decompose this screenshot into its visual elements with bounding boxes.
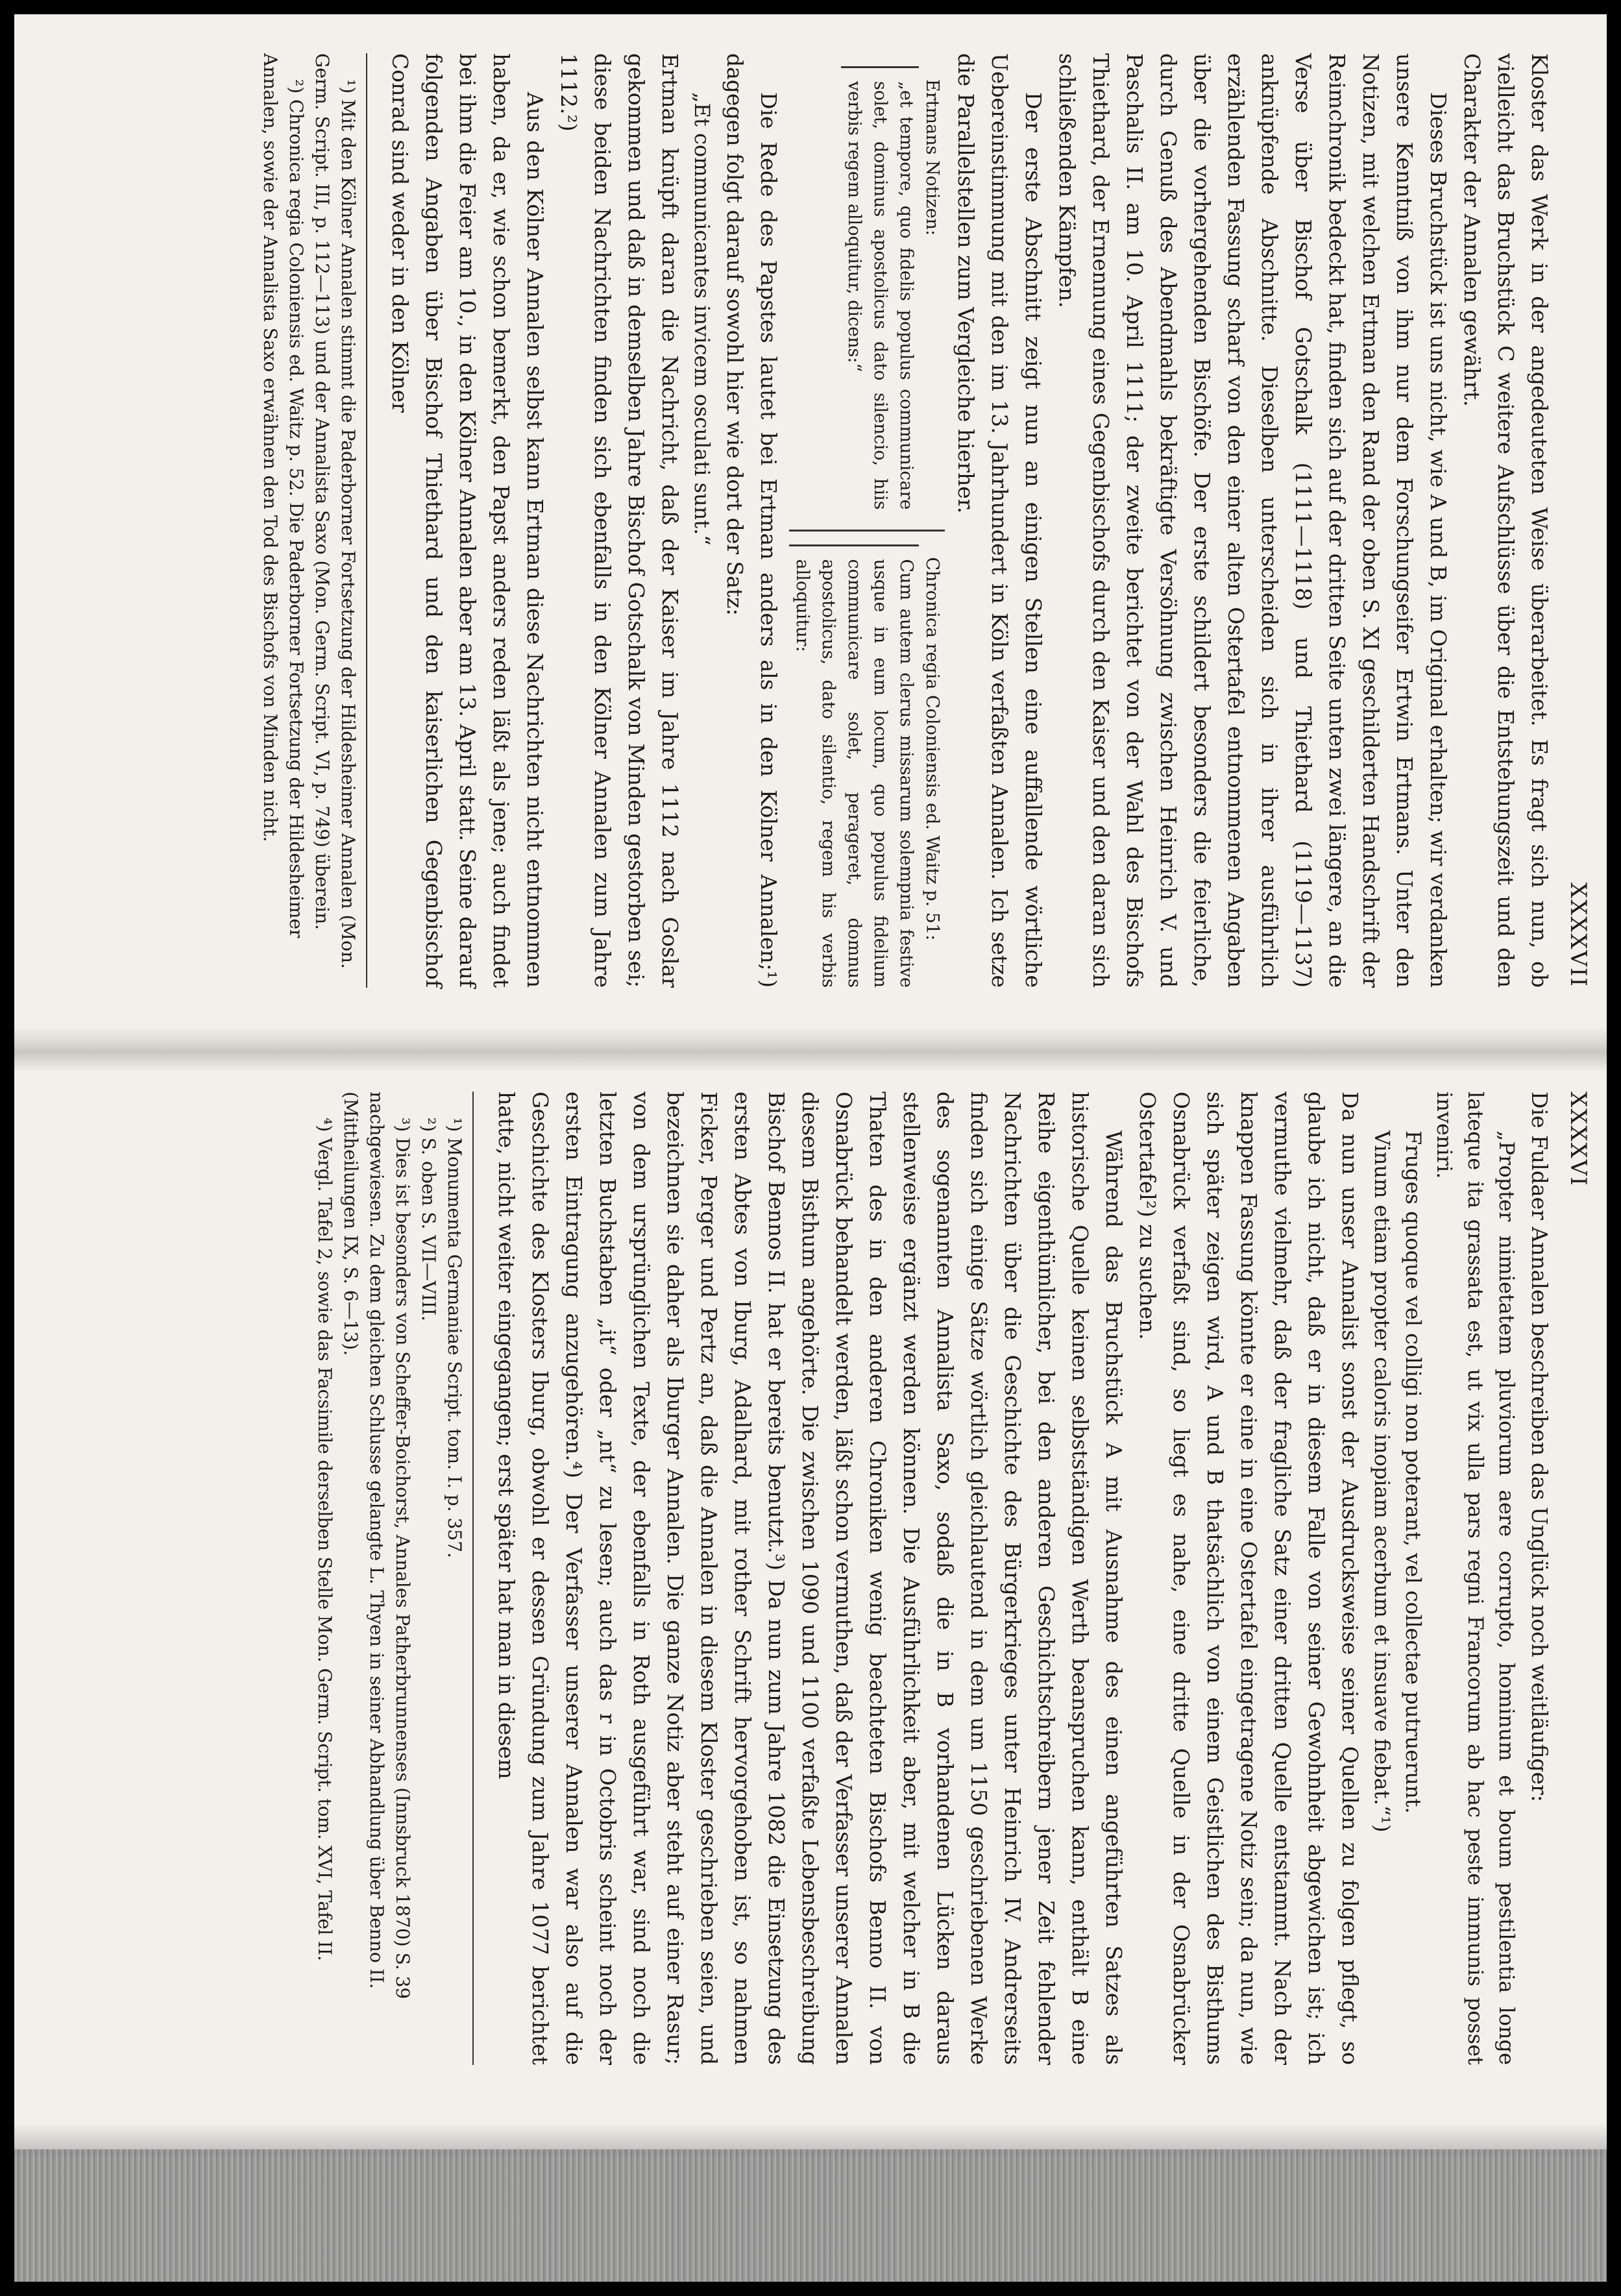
paragraph: Da nun unser Annalist sonst der Ausdrucksweise seiner Quellen zu folgen pflegt, so glaube ich nicht, daß er in diesem Falle von seiner Gewohnheit abgewichen ist; ich vermuthe vielmehr, daß der fragliche Satz einer dritten Quelle entstammt. Nach der knappen Fassung könnte er eine in eine Ostertafel eingetragene Notiz sein; da nun, wie sich später zeigen wird, A und B thatsächlich von einem Geistlichen des Bisthums Osnabrück verfaßt sind, so liegt es nahe, eine dritte Quelle in der Osnabrücker Ostertafel²) zu suchen.	[1135, 1092, 1363, 2065]
footnote: ¹) Monumenta Germaniae Script. tom. I. p. 357.	[444, 1117, 465, 1558]
paragraph: Dieses Bruchstück ist uns nicht, wie A und B, im Original erhalten; wir verdanken unsere Kenntniß von ihm nur dem Forschungseifer Ertwin Ertmans. Unter den Notizen, mit welchen Ertman den Rand der oben S. XI geschilderten Handschrift der Reimchronik bedeckt hat, finden sich auf der dritten Seite unten zwei längere, an die Verse über Bischof Gotschalk (1111—1118) und Thiethard (1119—1137) anknüpfende Abschnitte. Dieselben unterscheiden sich in ihrer ausführlich erzählenden Fassung scharf von den einer alten Ostertafel entnommenen Angaben über die vorhergehenden Bischöfe. Der erste schildert besonders die feierliche, durch Genuß des Abendmahls bekräftigte Versöhnung zwischen Heinrich V. und Paschalis II. am 10. April 1111; der zweite berichtet von der Wahl des Bischofs Thiethard, der Ernennung eines Gegenbischofs durch den Kaiser und den daran sich schließenden Kämpfen.	[1054, 53, 1451, 988]
footnote: ³) Dies ist besonders von Scheffer-Boichorst, Annales Patherbrunnenses (Innsbruck 1870) S. 39 nachgewiesen. Zu dem gleichen Schlusse gelangte L. Thyen in seiner Abhandlung über Benno II. (Mittheilungen IX, S. 6—13).	[340, 1092, 413, 1999]
right-footnotes	[257, 53, 367, 988]
left-page	[34, 1079, 1591, 2091]
verse-line: Fruges quoque vel colligi non poterant, vel collectae putruerunt.	[1401, 1130, 1426, 1814]
footnote: ²) Chronica regia Coloniensis ed. Waitz p. 52. Die Paderborner Fortsetzung der Hildesheimer Annalen, sowie der Annalista Saxo erwähnen den Tod des Bischofs von Minden nicht.	[260, 53, 307, 938]
footnote: ²) S. oben S. VII—VIII.	[418, 1117, 439, 1321]
paragraph: Die Rede des Papstes lautet bei Ertman anders als in den Kölner Annalen;¹) dagegen folgt darauf sowohl hier wie dort der Satz:	[722, 53, 781, 988]
left-page-header	[1565, 1092, 1591, 2065]
left-footnotes	[311, 1092, 474, 2065]
paragraph: Während das Bruchstück A mit Ausnahme des einen angeführten Satzes als historische Quelle keinen selbstständigen Werth beanspruchen kann, enthält B eine Reihe eigenthümlicher, bei den anderen Geschichtschreibern jener Zeit fehlender Nachrichten über die Geschichte des Bürgerkrieges unter Heinrich IV. Andrerseits finden sich einige Sätze wörtlich gleichlautend in dem um 1150 geschriebenen Werke des sogenannten Annalista Saxo, sodaß die in B vorhandenen Lücken daraus stellenweise ergänzt werden können. Die Ausführlichkeit aber, mit welcher in B die Thaten des in den anderen Chroniken wenig beachteten Bischofs Benno II. von Osnabrück behandelt werden, läßt schon vermuthen, daß der Verfasser unserer Annalen diesem Bisthum angehörte. Die zwischen 1090 und 1100 verfaßte Lebensbeschreibung Bischof Bennos II. hat er bereits benutzt.³) Da nun zum Jahre 1082 die Einsetzung des ersten Abtes von Iburg, Adalhard, mit rother Schrift hervorgehoben ist, so nahmen Ficker, Perger und Pertz an, daß die Annalen in diesem Kloster geschrieben seien, und bezeichnen sie daher als Iburger Annalen. Die ganze Notiz aber steht auf einer Rasur; von dem ursprünglichen Texte, der ebenfalls in Roth ausgeführt war, sind noch die letzten Buchstaben „it“ oder „nt“ zu lesen; auch das r in Octobris scheint noch der ersten Eintragung anzugehören.⁴) Der Verfasser unserer Annalen war also auf die Geschichte des Klosters Iburg, obwohl er dessen Gründung zum Jahre 1077 berichtet hatte, nicht weiter eingegangen; erst später hat man in diesem	[494, 1092, 1127, 2065]
parallel-passages	[789, 53, 945, 988]
parallel-left	[789, 53, 945, 510]
paragraph: Kloster das Werk in der angedeuteten Weise überarbeitet. Es fragt sich nun, ob vielleicht das Bruchstück C weitere Aufschlüsse über die Entstehungszeit und den Charakter der Annalen gewährt.	[1459, 53, 1552, 988]
right-page-text	[383, 53, 1556, 988]
parallel-left-head: Ertmans Notizen:	[922, 79, 942, 236]
paragraph: Der erste Abschnitt zeigt nun an einigen Stellen eine auffallende wörtliche Uebereinstimmung mit den im 13. Jahrhundert in Köln verfaßten Annalen. Ich setze die Parallelstellen zum Vergleiche hierher.	[953, 53, 1046, 988]
left-intro: Die Fuldaer Annalen beschreiben das Unglück noch weitläufiger:	[1527, 1092, 1552, 1802]
footnote: ⁴) Vergl. Tafel 2, sowie das Facsimile derselben Stelle Mon. Germ. Script. tom. XVI, Tafel II.	[314, 1117, 335, 1961]
verse-line: „Propter nimietatem pluviorum aere corrupto, hominum et boum pestilentia longe lateque ita grassata est, ut vix ulla pars regni Francorum ab hac peste immunis posset inveniri.	[1432, 1092, 1519, 2065]
parallel-right-head: Chronica regia Coloniensis ed. Waitz p. 51:	[922, 557, 942, 941]
footnote: ¹) Mit den Kölner Annalen stimmt die Paderborner Fortsetzung der Hildesheimer Annalen (Mon. Germ. Script. III, p. 112—113) und der Annalista Saxo (Mon. Germ. Script. VI, p. 749) überein.	[311, 53, 359, 969]
verse-line: Vinum etiam propter caloris inopiam acerbum et insuave fiebat.“¹)	[1370, 1130, 1395, 1833]
parallel-right	[789, 530, 945, 988]
right-page-body	[47, 40, 1591, 1014]
left-page-number: XXXXVI	[1565, 1092, 1591, 1187]
parallel-right-text: Cum autem clerus missarum solempnia festive usque in eum locum, quo populus fidelium communicare solet, perageret, domnus apostolicus, dato silentio, regem his verbis alloquitur:	[789, 544, 919, 988]
parallel-left-text: „et tempore, quo fidelis populus communicare solet, dominus apostolicus dato silencio, hiis verbis regem alloquitur, dicens:“	[841, 66, 919, 510]
left-page-body	[489, 1092, 1556, 2065]
paragraph: Aus den Kölner Annalen selbst kann Ertman diese Nachrichten nicht entnommen haben, da er, wie schon bemerkt, den Papst anders reden läßt als jene; auch findet bei ihm die Feier am 10., in den Kölner Annalen aber am 13. April statt. Seine darauf folgenden Angaben über Bischof Thiethard und den kaiserlichen Gegenbischof Conrad sind weder in den Kölner	[387, 53, 548, 988]
paragraph: Ertman knüpft daran die Nachricht, daß der Kaiser im Jahre 1112 nach Goslar gekommen und daß in demselben Jahre Bischof Gotschalk von Minden gestorben sei; diese beiden Nachrichten finden sich ebenfalls in den Kölner Annalen zum Jahre 1112.²)	[556, 53, 683, 988]
right-page-number: XXXXVII	[1565, 882, 1591, 988]
right-page-header	[1565, 53, 1591, 988]
quote: „Et communicantes invicem osculati sunt.“	[690, 92, 714, 546]
